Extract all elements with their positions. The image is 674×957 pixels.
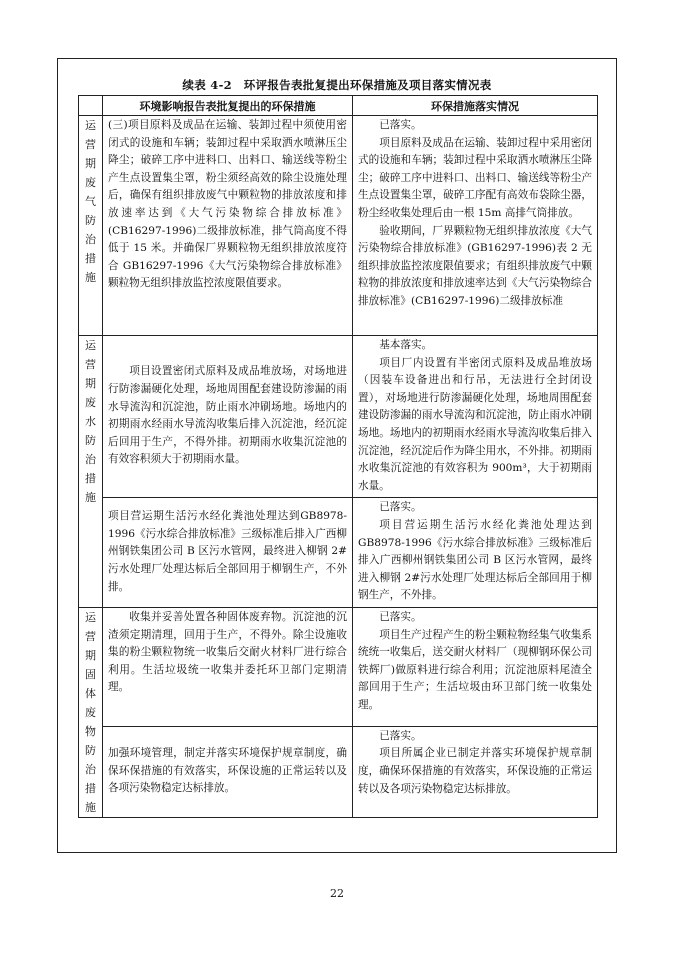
result-paragraph: 项目厂内设置有半密闭式原料及成品堆放场（因装车设备进出和行吊，无法进行全封闭设置），对场地进行防渗漏硬化处理，场地周围配套建设防渗漏的雨水导流沟和沉淀池，防止雨水冲刷场地。场地内的初期雨水经雨水导流沟收集后排入沉淀池，经沉淀后作为降尘用水，不外排。初期雨水收集沉淀池的有效容积为 900m³，大于初期雨水量。 (358, 356, 592, 492)
header-row (79, 96, 598, 116)
result-paragraph: 项目生产过程产生的粉尘颗粒物经集气收集系统统一收集后，送交耐火材料厂（现柳钢环保公司铁辉厂)做原料进行综合利用；沉淀池原料尾渣全部回用于生产；生活垃圾由环卫部门统一收集处理。 (358, 628, 592, 711)
implementation-text (353, 498, 598, 608)
measure-text (103, 607, 353, 726)
table-row (79, 116, 598, 336)
status-label: 已落实。 (379, 729, 422, 742)
page-number: 22 (330, 887, 344, 900)
implementation-text (353, 116, 598, 336)
measures-table (78, 95, 598, 818)
table-row (79, 726, 598, 817)
status-label: 已落实。 (379, 119, 422, 131)
result-paragraph: 项目原料及成品在运输、装卸过程中采用密闭式的设施和车辆；装卸过程中采取洒水喷淋压尘降尘；破碎工序中进料口、出料口、输送线等粉尘产生点设置集尘罩，破碎工序配有高效布袋除尘器，粉尘经收集处理后由一根 15m 高排气筒排放。 (358, 136, 592, 219)
measure-text (103, 498, 353, 608)
result-paragraph: 项目所属企业已制定并落实环境保护规章制度，确保环保措施的有效落实，环保设施的正常运转以及各项污染物稳定达标排放。 (358, 747, 592, 795)
measure-text (103, 726, 353, 817)
table-row (79, 336, 598, 498)
measure-paragraph: 项目设置密闭式原料及成品堆放场，对场地进行防渗漏硬化处理，场地周围配套建设防渗漏的雨水导流沟和沉淀池，防止雨水冲刷场地。场地内的初期雨水经雨水导流沟收集后排入沉淀池，经沉淀后回用于生产，不得外排。初期雨水收集沉淀池的有效容积须大于初期雨水量。 (108, 365, 347, 466)
measure-text (103, 116, 353, 336)
implementation-text (353, 607, 598, 726)
result-paragraph: 项目营运期生活污水经化粪池处理达到GB8978-1996《污水综合排放标准》三级标准后排入广西柳州钢铁集团公司 B 区污水管网，最终进入柳钢 2#污水处理厂处理达标后全部回用于柳钢生产，不外排。 (358, 518, 592, 602)
category-cell: 运 营 期 废 气 防 治 措 施 (79, 116, 103, 336)
header-measures: 环境影响报告表批复提出的环保措施 (103, 96, 353, 116)
category-cell: 运 营 期 固 体 废 物 防 治 措 施 (79, 607, 103, 817)
table-row (79, 607, 598, 726)
measure-paragraph: 加强环境管理，制定并落实环境保护规章制度，确保环保措施的有效落实，环保设施的正常运转以及各项污染物稳定达标排放。 (108, 746, 347, 795)
table-title: 续表 4-2 环评报告表批复提出环保措施及项目落实情况表 (182, 78, 492, 92)
measure-paragraph: (三)项目原料及成品在运输、装卸过程中须使用密闭式的设施和车辆；装卸过程中采取洒水喷淋压尘降尘；破碎工序中进料口、出料口、输送线等粉尘产生点设置集尘罩，粉尘须经高效的除尘设施处理后，确保有组织排放废气中颗粒物的排放浓度和排放速率达到《大气污染物综合排放标准》(CB16297-1996)二级排放标准，排气筒高度不得低于 15 米。并确保厂界颗粒物无组织排放浓度符合 GB16297-1996《大气污染物综合排放标准》颗粒物无组织排放监控浓度限值要求。 (108, 119, 347, 290)
measure-paragraph: 收集并妥善处置各种固体废弃物。沉淀池的沉渣须定期清理，回用于生产，不得外。除尘设施收集的粉尘颗粒物统一收集后交耐火材料厂进行综合利用。生活垃圾统一收集并委托环卫部门定期清理。 (108, 610, 347, 694)
status-label: 基本落实。 (379, 339, 433, 351)
result-paragraph: 验收期间，厂界颗粒物无组织排放浓度《大气污染物综合排放标准》(GB16297-1996)表 2 无组织排放监控浓度限值要求；有组织排放废气中颗粒物的排放浓度和排放速率达到《大气污染物综合排放标准》(CB16297-1996)二级排放标准 (358, 224, 592, 307)
implementation-text (353, 726, 598, 817)
implementation-text (353, 336, 598, 498)
category-cell: 运 营 期 废 水 防 治 措 施 (79, 336, 103, 608)
measure-text (103, 336, 353, 498)
status-label: 已落实。 (379, 501, 422, 514)
table-row (79, 498, 598, 608)
header-blank (79, 96, 103, 116)
measure-paragraph: 项目营运期生活污水经化粪池处理达到GB8978-1996《污水综合排放标准》三级标准后排入广西柳州钢铁集团公司 B 区污水管网，最终进入柳钢 2#污水处理厂处理达标后全部回用于柳钢生产，不外排。 (108, 510, 347, 593)
header-implementation: 环保措施落实情况 (353, 96, 598, 116)
status-label: 已落实。 (379, 610, 422, 623)
